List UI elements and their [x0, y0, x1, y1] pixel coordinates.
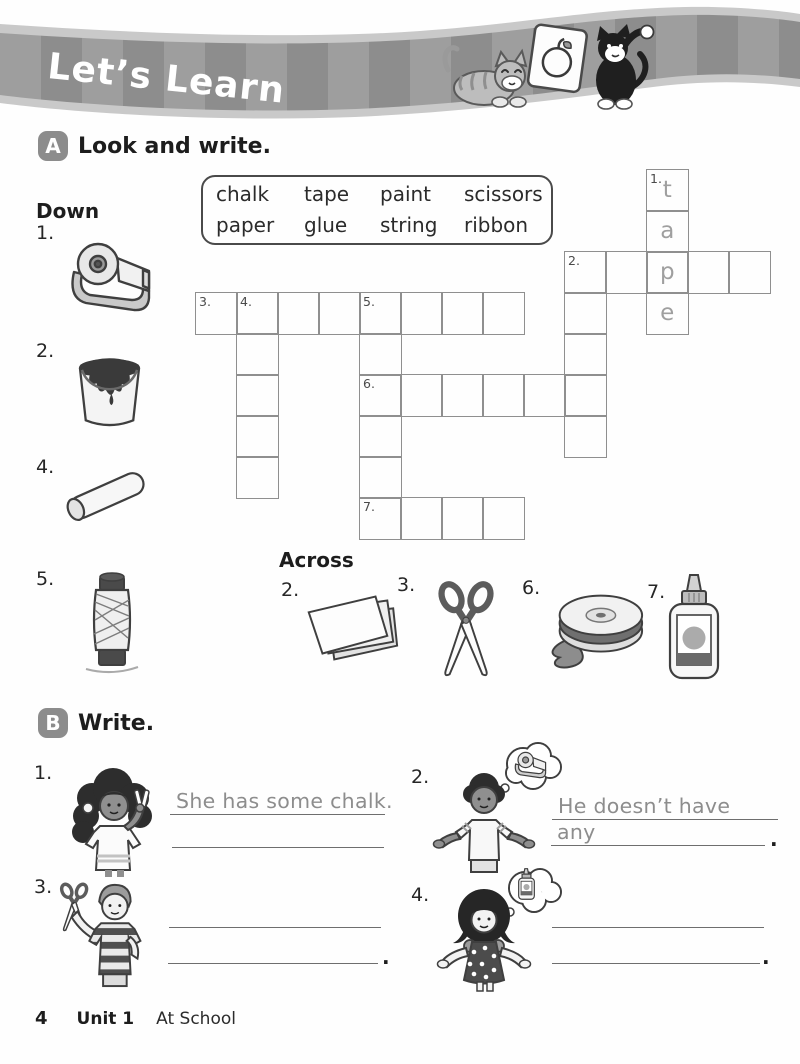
boy-with-scissors-illustration	[50, 880, 168, 990]
cell-number: 3.	[199, 294, 211, 309]
cell-number: 1.	[650, 171, 662, 186]
crossword-cell[interactable]	[564, 292, 607, 335]
end-period: .	[770, 827, 778, 851]
word-bank-word: scissors	[464, 182, 543, 206]
crossword-cell[interactable]	[359, 497, 402, 540]
crossword-cell[interactable]	[236, 415, 279, 458]
end-period: .	[382, 945, 390, 969]
answer-text: She has some chalk.	[176, 789, 393, 813]
word-bank-word: glue	[304, 213, 348, 237]
section-b-badge: B	[38, 708, 68, 738]
crossword-cell[interactable]	[359, 456, 402, 499]
write-item-1-number: 1.	[34, 762, 53, 784]
write-item-3-number: 3.	[34, 876, 53, 898]
paint-bucket-icon	[62, 338, 157, 438]
word-bank-word: paint	[380, 182, 432, 206]
cell-number: 7.	[363, 499, 375, 514]
cell-letter: t	[662, 177, 672, 204]
crossword-cell[interactable]	[646, 251, 689, 294]
across-clue-7-number: 7.	[647, 581, 666, 603]
answer-line-1[interactable]	[169, 902, 381, 928]
scissors-icon	[420, 576, 512, 682]
crossword-cell[interactable]	[441, 497, 484, 540]
crossword-cell[interactable]	[359, 292, 402, 335]
banner	[0, 0, 800, 135]
crossword-cell[interactable]	[236, 292, 279, 335]
down-clue-5-number: 5.	[36, 568, 55, 590]
gray-cat-icon	[445, 48, 526, 107]
crossword-cell[interactable]	[687, 251, 730, 294]
crossword-cell[interactable]	[441, 292, 484, 335]
unit-title: At School	[156, 1009, 236, 1029]
write-item-2-number: 2.	[411, 766, 430, 788]
cell-number: 2.	[568, 253, 580, 268]
glue-bottle-icon	[662, 572, 726, 682]
crossword-cell[interactable]	[195, 292, 238, 335]
down-label: Down	[36, 199, 100, 223]
cell-letter: a	[660, 218, 675, 245]
unit-label: Unit 1	[76, 1009, 135, 1029]
down-clue-1-number: 1.	[36, 222, 55, 244]
write-item-4-number: 4.	[411, 884, 430, 906]
crossword-cell[interactable]	[359, 415, 402, 458]
answer-line-1[interactable]	[552, 794, 778, 820]
girl-thinking-glue-illustration	[422, 864, 567, 1002]
crossword-grid	[195, 169, 771, 541]
crossword-cell[interactable]	[359, 333, 402, 376]
crossword-cell[interactable]	[277, 292, 320, 335]
banner-title: Let’s Learn	[45, 46, 287, 112]
chalk-stick-icon	[56, 454, 156, 534]
girl-with-chalk-illustration	[56, 764, 176, 878]
crossword-cell[interactable]	[646, 210, 689, 253]
cell-number: 5.	[363, 294, 375, 309]
crossword-cell[interactable]	[318, 292, 361, 335]
cell-letter: p	[659, 259, 675, 286]
tape-dispenser-icon	[60, 236, 160, 316]
answer-text: He doesn’t have	[558, 794, 731, 818]
word-bank-word: ribbon	[464, 213, 529, 237]
cats-illustration	[440, 16, 660, 114]
answer-line-2[interactable]	[551, 820, 765, 846]
word-bank-word: tape	[304, 182, 350, 206]
answer-line-2[interactable]	[172, 822, 384, 848]
crossword-cell[interactable]	[564, 374, 607, 417]
page-number: 4	[35, 1008, 48, 1029]
crossword-cell[interactable]	[236, 333, 279, 376]
crossword-cell[interactable]	[482, 497, 525, 540]
cell-number: 6.	[363, 376, 375, 391]
across-clue-6-number: 6.	[522, 577, 541, 599]
word-bank-word: paper	[216, 213, 275, 237]
section-b-title: Write.	[78, 711, 155, 736]
cell-letter: e	[660, 300, 675, 327]
end-period: .	[762, 945, 770, 969]
crossword-cell[interactable]	[728, 251, 771, 294]
crossword-cell[interactable]	[400, 497, 443, 540]
crossword-cell[interactable]	[482, 292, 525, 335]
across-clue-3-number: 3.	[397, 574, 416, 596]
crossword-cell[interactable]	[605, 251, 648, 294]
word-bank-word: chalk	[216, 182, 270, 206]
crossword-cell[interactable]	[359, 374, 402, 417]
across-clue-2-number: 2.	[281, 579, 300, 601]
section-a-title: Look and write.	[78, 134, 271, 159]
string-spool-icon	[82, 570, 142, 674]
word-bank-word: string	[380, 213, 438, 237]
boy-thinking-tape-illustration	[426, 736, 566, 876]
answer-line-1[interactable]	[552, 902, 764, 928]
footer	[35, 1008, 236, 1029]
crossword-cell[interactable]	[400, 374, 443, 417]
crossword-cell[interactable]	[236, 456, 279, 499]
ribbon-spool-icon	[540, 583, 648, 671]
crossword-cell[interactable]	[236, 374, 279, 417]
across-label: Across	[279, 548, 354, 572]
down-clue-2-number: 2.	[36, 340, 55, 362]
crossword-cell[interactable]	[400, 292, 443, 335]
crossword-cell[interactable]	[441, 374, 484, 417]
crossword-cell[interactable]	[646, 292, 689, 335]
crossword-cell[interactable]	[564, 251, 607, 294]
apple-flashcard-icon	[527, 24, 587, 93]
paper-sheets-icon	[295, 586, 403, 668]
crossword-cell[interactable]	[482, 374, 525, 417]
section-a-badge: A	[38, 131, 68, 161]
cell-number: 4.	[240, 294, 252, 309]
crossword-cell[interactable]	[564, 415, 607, 458]
black-cat-icon	[596, 24, 654, 109]
down-clue-4-number: 4.	[36, 456, 55, 478]
answer-line-2[interactable]	[168, 938, 378, 964]
answer-text: any	[557, 820, 596, 844]
crossword-cell[interactable]	[523, 374, 566, 417]
crossword-cell[interactable]	[564, 333, 607, 376]
answer-line-2[interactable]	[552, 938, 760, 964]
answer-line-1[interactable]	[170, 789, 393, 815]
crossword-cell[interactable]	[646, 169, 689, 212]
